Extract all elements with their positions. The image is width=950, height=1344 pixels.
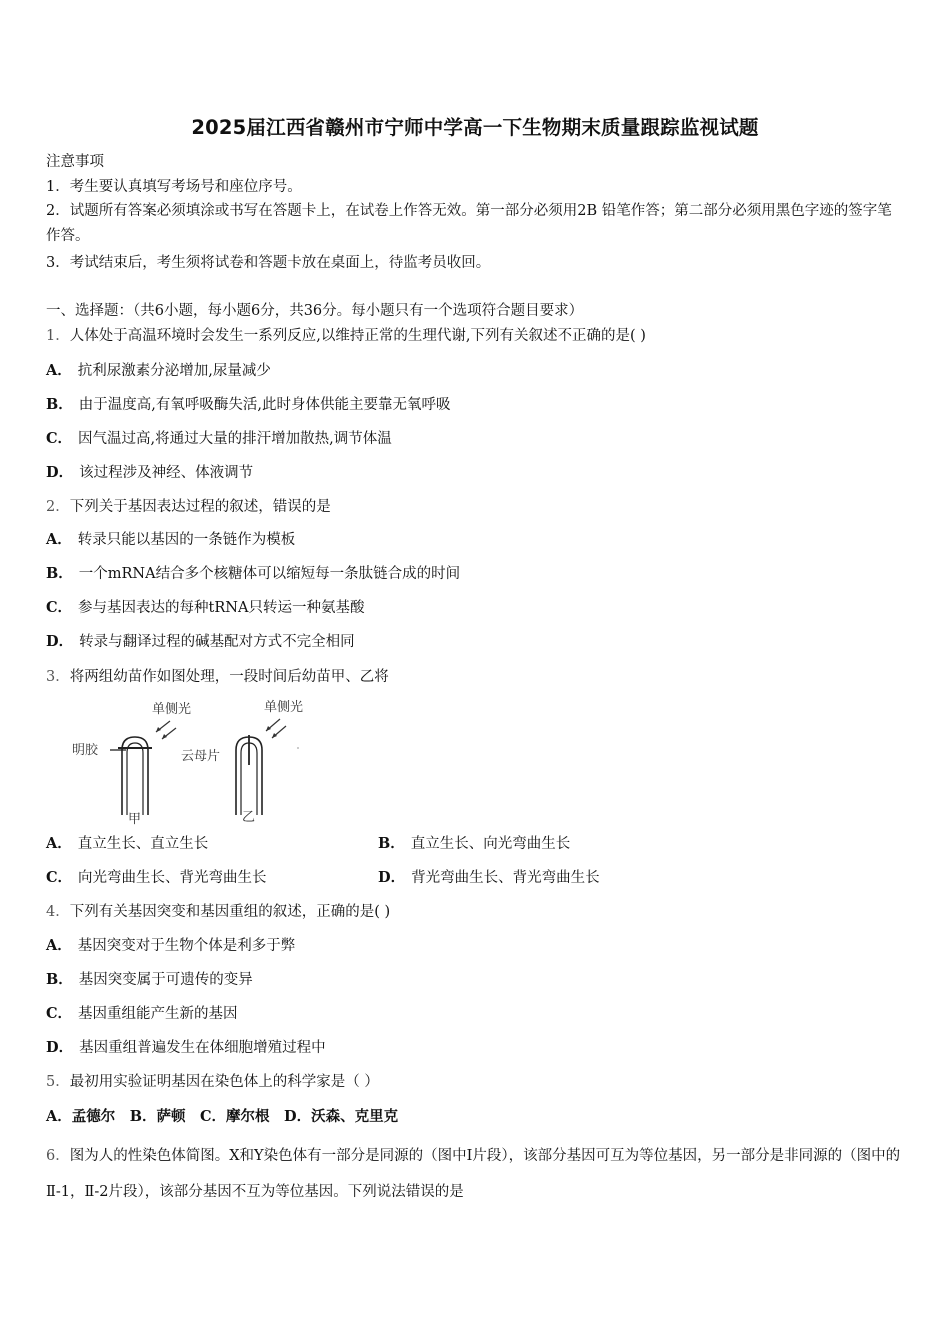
option-text: 一个mRNA结合多个核糖体可以缩短每一条肽链合成的时间	[78, 566, 461, 582]
option-text: 由于温度高,有氧呼吸酶失活,此时身体供能主要靠无氧呼吸	[78, 397, 451, 413]
options-5-inline: A．孟德尔 B．萨顿 C．摩尔根 D．沃森、克里克	[46, 1108, 399, 1125]
option-2a	[46, 531, 295, 549]
question-2	[46, 498, 331, 516]
option-3c	[46, 869, 267, 887]
option-text: 因气温过高,将通过大量的排汗增加散热,调节体温	[78, 431, 392, 447]
light-arrowhead-left-2	[162, 734, 167, 739]
light-arrowhead-left-1	[156, 727, 161, 732]
option-key: B．	[46, 565, 73, 582]
option-3d	[378, 869, 600, 887]
option-3b	[378, 835, 570, 853]
option-text: 转录只能以基因的一条链作为模板	[77, 532, 296, 548]
option-text: 基因突变对于生物个体是利多于弊	[77, 938, 296, 954]
question-stem: 图为人的性染色体简图。X和Y染色体有一部分是同源的（图中I片段），该部分基因可互为等位基因，另一部分是非同源的（图中的Ⅱ-1，Ⅱ-2片段），该部分基因不互为等位基因。下列说法错误的是	[46, 1148, 901, 1200]
option-4d	[46, 1039, 326, 1057]
seedling-jia-label: 甲	[128, 812, 142, 825]
option-text: 基因重组能产生新的基因	[78, 1006, 238, 1022]
option-text: 直立生长、直立生长	[77, 836, 209, 852]
option-1a	[46, 362, 271, 380]
seedling-figure	[70, 695, 330, 825]
gel-label: 明胶	[72, 743, 99, 758]
option-key: D．	[378, 869, 406, 886]
question-number: 5．	[46, 1074, 70, 1090]
option-key: B．	[378, 835, 405, 852]
notice-item-1: 1．考生要认真填写考场号和座位序号。	[46, 179, 302, 195]
option-key: A．	[46, 835, 72, 852]
option-text: 抗利尿激素分泌增加,尿量减少	[77, 363, 271, 379]
option-3a	[46, 835, 208, 853]
question-number: 4．	[46, 904, 70, 920]
light-label-left: 单侧光	[152, 702, 192, 717]
notice-heading: 注意事项	[46, 154, 104, 170]
option-key: C．	[46, 430, 73, 447]
question-stem: 人体处于高温环境时会发生一系列反应,以维持正常的生理代谢,下列有关叙述不正确的是( )	[69, 328, 646, 344]
option-1d	[46, 464, 253, 482]
option-text: 直立生长、向光弯曲生长	[410, 836, 571, 852]
seedling-yi-label: 乙	[242, 810, 256, 825]
mica-label: 云母片	[181, 749, 221, 764]
notice-item-3: 3．考试结束后，考生须将试卷和答题卡放在桌面上，待监考员收回。	[46, 255, 491, 271]
page-title: 2025届江西省赣州市宁师中学高一下生物期末质量跟踪监视试题	[191, 116, 759, 139]
option-1b	[46, 396, 450, 414]
question-stem: 最初用实验证明基因在染色体上的科学家是（ ）	[69, 1074, 379, 1090]
option-key: D．	[46, 633, 74, 650]
option-text: 该过程涉及神经、体液调节	[79, 465, 254, 481]
option-text: 转录与翻译过程的碱基配对方式不完全相同	[79, 634, 355, 650]
question-number: 2．	[46, 499, 70, 515]
seedling-jia-inner	[127, 743, 143, 815]
question-5	[46, 1073, 379, 1091]
question-3	[46, 668, 389, 686]
option-4c	[46, 1005, 238, 1023]
notice-item-2: 2．试题所有答案必须填涂或书写在答题卡上，在试卷上作答无效。第一部分必须用2B 铅笔作答；第二部分必须用黑色字迹的签字笔作答。	[46, 203, 892, 244]
option-4b	[46, 971, 253, 989]
option-4a	[46, 937, 295, 955]
option-key: A．	[46, 937, 72, 954]
option-key: B．	[46, 971, 73, 988]
option-key: D．	[46, 1039, 74, 1056]
option-text: 向光弯曲生长、背光弯曲生长	[78, 870, 267, 886]
option-key: A．	[46, 362, 72, 379]
question-number: 3．	[46, 669, 70, 685]
option-key: C．	[46, 1005, 73, 1022]
question-number: 1．	[46, 328, 70, 344]
option-text: 背光弯曲生长、背光弯曲生长	[411, 870, 600, 886]
option-1c	[46, 430, 392, 448]
option-key: A．	[46, 531, 72, 548]
question-1	[46, 327, 646, 345]
question-stem: 下列关于基因表达过程的叙述，错误的是	[69, 499, 331, 515]
option-2c	[46, 599, 364, 617]
question-stem: 下列有关基因突变和基因重组的叙述，正确的是( )	[69, 904, 391, 920]
option-text: 基因重组普遍发生在体细胞增殖过程中	[79, 1040, 326, 1056]
question-stem: 将两组幼苗作如图处理，一段时间后幼苗甲、乙将	[69, 669, 389, 685]
question-number: 6．	[46, 1148, 70, 1164]
question-4	[46, 903, 390, 921]
option-text: 参与基因表达的每种tRNA只转运一种氨基酸	[78, 600, 365, 616]
option-key: B．	[46, 396, 73, 413]
section-heading: 一、选择题：（共6小题，每小题6分，共36分。每小题只有一个选项符合题目要求）	[46, 303, 584, 319]
option-text: 基因突变属于可遗传的变异	[78, 972, 253, 988]
option-key: C．	[46, 869, 73, 886]
option-key: D．	[46, 464, 74, 481]
option-2d	[46, 633, 355, 651]
option-2b	[46, 565, 460, 583]
question-6	[46, 1138, 908, 1210]
light-label-right: 单侧光	[264, 700, 304, 715]
option-key: C．	[46, 599, 73, 616]
